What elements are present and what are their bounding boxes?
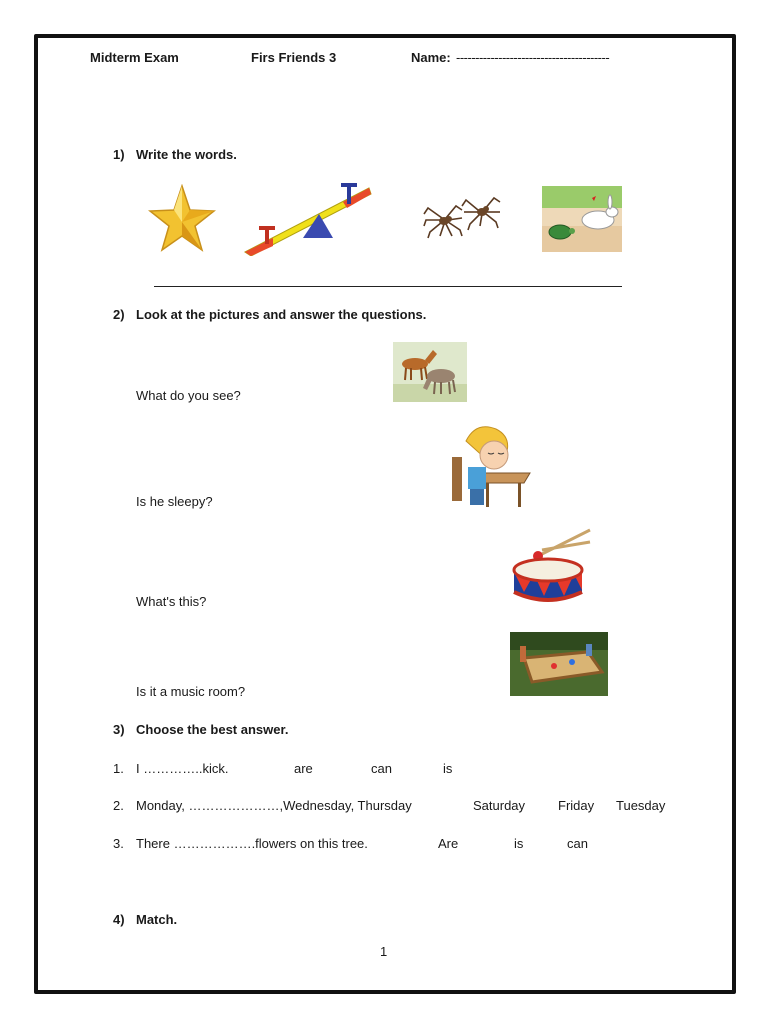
star-icon [148,184,216,254]
section1-number: 1) [113,147,125,162]
item-text: There ……………….flowers on this tree. [136,836,368,851]
sleepy-boy-icon [446,421,532,509]
option: Friday [558,798,595,813]
horses-icon [393,342,467,402]
exam-title: Midterm Exam [90,50,179,65]
option: can [567,836,588,851]
rabbit-turtle-icon [542,186,622,252]
item-number: 2. [113,798,124,813]
item-text: Monday, …………………,Wednesday, Thursday [136,798,412,813]
section4-title: Match. [136,912,178,927]
item-number: 3. [113,836,124,851]
question-what-do-you-see: What do you see? [136,388,241,403]
option: are [294,761,313,776]
item-text: I …………..kick. [136,761,229,776]
sandbox-icon [510,632,608,696]
question-is-it-a-music-room: Is it a music room? [136,684,246,699]
section4-number: 4) [113,912,125,927]
section2-number: 2) [113,307,125,322]
seesaw-icon [243,180,373,256]
option: is [514,836,524,851]
name-blank: ---------------------------------------- [456,50,610,65]
option: Saturday [473,798,526,813]
option: Are [438,836,459,851]
section1-title: Write the words. [136,147,237,162]
item-number: 1. [113,761,124,776]
option: can [371,761,392,776]
option: is [443,761,453,776]
question-whats-this: What's this? [136,594,207,609]
section2-title: Look at the pictures and answer the questions. [136,307,427,322]
name-label: Name: [411,50,451,65]
option: Tuesday [616,798,666,813]
page-number: 1 [380,944,388,959]
drum-icon [508,526,594,608]
section3-title: Choose the best answer. [136,722,289,737]
spiders-icon [422,194,502,240]
answer-line [154,286,622,287]
book-title: Firs Friends 3 [251,50,337,65]
question-is-he-sleepy: Is he sleepy? [136,494,213,509]
section3-number: 3) [113,722,125,737]
